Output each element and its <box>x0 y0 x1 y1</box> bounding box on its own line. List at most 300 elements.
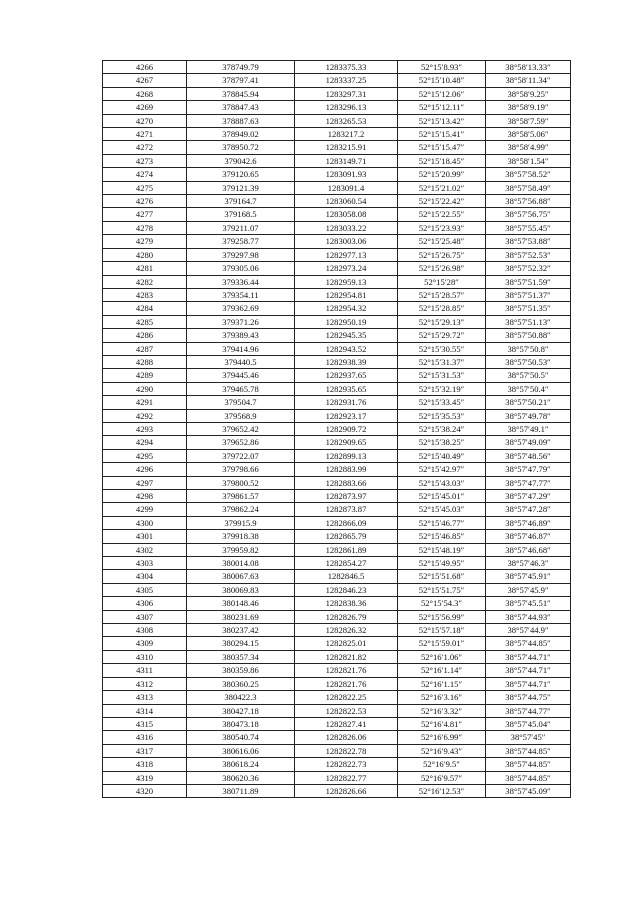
x-coordinate-cell: 378797.41 <box>187 74 295 87</box>
longitude-cell: 38°57′51.59″ <box>486 275 571 288</box>
latitude-cell: 52°16′3.16″ <box>398 691 486 704</box>
table-row <box>103 650 571 663</box>
y-coordinate-cell: 1282923.17 <box>295 409 398 422</box>
latitude-cell: 52°15′35.53″ <box>398 409 486 422</box>
x-coordinate-cell: 379305.06 <box>187 262 295 275</box>
x-coordinate-cell: 380148.46 <box>187 597 295 610</box>
latitude-cell: 52°15′15.47″ <box>398 141 486 154</box>
longitude-cell: 38°57′44.75″ <box>486 691 571 704</box>
y-coordinate-cell: 1282866.09 <box>295 516 398 529</box>
point-number-cell: 4266 <box>103 61 187 74</box>
point-number-cell: 4279 <box>103 235 187 248</box>
latitude-cell: 52°15′13.42″ <box>398 114 486 127</box>
longitude-cell: 38°57′46.87″ <box>486 530 571 543</box>
x-coordinate-cell: 380360.25 <box>187 677 295 690</box>
longitude-cell: 38°57′44.71″ <box>486 664 571 677</box>
x-coordinate-cell: 378887.63 <box>187 114 295 127</box>
table-row <box>103 784 571 797</box>
point-number-cell: 4280 <box>103 248 187 261</box>
table-row <box>103 516 571 529</box>
point-number-cell: 4299 <box>103 503 187 516</box>
table-row <box>103 369 571 382</box>
longitude-cell: 38°57′44.85″ <box>486 637 571 650</box>
table-row <box>103 557 571 570</box>
y-coordinate-cell: 1283149.71 <box>295 154 398 167</box>
y-coordinate-cell: 1283060.54 <box>295 195 398 208</box>
latitude-cell: 52°16′1.14″ <box>398 664 486 677</box>
latitude-cell: 52°15′45.03″ <box>398 503 486 516</box>
table-row <box>103 597 571 610</box>
table-row <box>103 382 571 395</box>
latitude-cell: 52°15′40.49″ <box>398 449 486 462</box>
y-coordinate-cell: 1282909.72 <box>295 422 398 435</box>
point-number-cell: 4287 <box>103 342 187 355</box>
latitude-cell: 52°15′59.01″ <box>398 637 486 650</box>
table-row <box>103 771 571 784</box>
x-coordinate-cell: 379354.11 <box>187 288 295 301</box>
y-coordinate-cell: 1283265.53 <box>295 114 398 127</box>
point-number-cell: 4290 <box>103 382 187 395</box>
longitude-cell: 38°57′49.1″ <box>486 422 571 435</box>
x-coordinate-cell: 379722.07 <box>187 449 295 462</box>
latitude-cell: 52°15′21.02″ <box>398 181 486 194</box>
x-coordinate-cell: 380620.36 <box>187 771 295 784</box>
latitude-cell: 52°16′1.15″ <box>398 677 486 690</box>
table-row <box>103 409 571 422</box>
x-coordinate-cell: 379389.43 <box>187 329 295 342</box>
longitude-cell: 38°57′47.79″ <box>486 463 571 476</box>
table-row <box>103 490 571 503</box>
latitude-cell: 52°16′1.06″ <box>398 650 486 663</box>
y-coordinate-cell: 1283091.4 <box>295 181 398 194</box>
table-row <box>103 422 571 435</box>
longitude-cell: 38°57′56.88″ <box>486 195 571 208</box>
x-coordinate-cell: 379042.6 <box>187 154 295 167</box>
latitude-cell: 52°15′46.85″ <box>398 530 486 543</box>
latitude-cell: 52°16′6.99″ <box>398 731 486 744</box>
point-number-cell: 4302 <box>103 543 187 556</box>
point-number-cell: 4315 <box>103 717 187 730</box>
latitude-cell: 52°15′30.55″ <box>398 342 486 355</box>
y-coordinate-cell: 1283296.13 <box>295 101 398 114</box>
x-coordinate-cell: 380422.3 <box>187 691 295 704</box>
longitude-cell: 38°57′51.13″ <box>486 315 571 328</box>
table-row <box>103 74 571 87</box>
x-coordinate-cell: 379440.5 <box>187 355 295 368</box>
longitude-cell: 38°57′50.5″ <box>486 369 571 382</box>
y-coordinate-cell: 1282954.81 <box>295 288 398 301</box>
point-number-cell: 4288 <box>103 355 187 368</box>
y-coordinate-cell: 1283375.33 <box>295 61 398 74</box>
point-number-cell: 4300 <box>103 516 187 529</box>
x-coordinate-cell: 379371.26 <box>187 315 295 328</box>
table-row <box>103 101 571 114</box>
x-coordinate-cell: 380231.69 <box>187 610 295 623</box>
coordinates-table-body <box>103 61 571 798</box>
y-coordinate-cell: 1282846.5 <box>295 570 398 583</box>
y-coordinate-cell: 1282959.13 <box>295 275 398 288</box>
latitude-cell: 52°15′10.48″ <box>398 74 486 87</box>
table-row <box>103 262 571 275</box>
y-coordinate-cell: 1282977.13 <box>295 248 398 261</box>
longitude-cell: 38°57′58.52″ <box>486 168 571 181</box>
y-coordinate-cell: 1283337.25 <box>295 74 398 87</box>
table-row <box>103 87 571 100</box>
x-coordinate-cell: 380069.83 <box>187 583 295 596</box>
table-row <box>103 168 571 181</box>
latitude-cell: 52°15′28.85″ <box>398 302 486 315</box>
point-number-cell: 4271 <box>103 128 187 141</box>
y-coordinate-cell: 1282822.73 <box>295 758 398 771</box>
point-number-cell: 4273 <box>103 154 187 167</box>
y-coordinate-cell: 1282950.19 <box>295 315 398 328</box>
y-coordinate-cell: 1282973.24 <box>295 262 398 275</box>
x-coordinate-cell: 379336.44 <box>187 275 295 288</box>
y-coordinate-cell: 1282826.79 <box>295 610 398 623</box>
latitude-cell: 52°15′22.55″ <box>398 208 486 221</box>
point-number-cell: 4305 <box>103 583 187 596</box>
point-number-cell: 4272 <box>103 141 187 154</box>
y-coordinate-cell: 1282822.78 <box>295 744 398 757</box>
latitude-cell: 52°15′22.42″ <box>398 195 486 208</box>
latitude-cell: 52°15′51.75″ <box>398 583 486 596</box>
longitude-cell: 38°57′53.88″ <box>486 235 571 248</box>
x-coordinate-cell: 380014.08 <box>187 557 295 570</box>
x-coordinate-cell: 379362.69 <box>187 302 295 315</box>
longitude-cell: 38°57′47.28″ <box>486 503 571 516</box>
y-coordinate-cell: 1282938.39 <box>295 355 398 368</box>
longitude-cell: 38°58′1.54″ <box>486 154 571 167</box>
point-number-cell: 4301 <box>103 530 187 543</box>
y-coordinate-cell: 1282873.87 <box>295 503 398 516</box>
latitude-cell: 52°15′32.19″ <box>398 382 486 395</box>
longitude-cell: 38°57′45.91″ <box>486 570 571 583</box>
x-coordinate-cell: 379168.5 <box>187 208 295 221</box>
latitude-cell: 52°15′23.93″ <box>398 221 486 234</box>
y-coordinate-cell: 1282937.65 <box>295 369 398 382</box>
x-coordinate-cell: 379915.9 <box>187 516 295 529</box>
longitude-cell: 38°57′44.71″ <box>486 677 571 690</box>
point-number-cell: 4269 <box>103 101 187 114</box>
latitude-cell: 52°15′57.18″ <box>398 624 486 637</box>
longitude-cell: 38°57′50.8″ <box>486 342 571 355</box>
y-coordinate-cell: 1282826.32 <box>295 624 398 637</box>
table-row <box>103 128 571 141</box>
x-coordinate-cell: 379800.52 <box>187 476 295 489</box>
longitude-cell: 38°57′44.9″ <box>486 624 571 637</box>
latitude-cell: 52°15′38.25″ <box>398 436 486 449</box>
longitude-cell: 38°57′56.75″ <box>486 208 571 221</box>
y-coordinate-cell: 1283003.06 <box>295 235 398 248</box>
longitude-cell: 38°57′47.77″ <box>486 476 571 489</box>
x-coordinate-cell: 379445.46 <box>187 369 295 382</box>
table-row <box>103 195 571 208</box>
latitude-cell: 52°15′51.68″ <box>398 570 486 583</box>
table-row <box>103 235 571 248</box>
table-row <box>103 436 571 449</box>
table-row <box>103 664 571 677</box>
point-number-cell: 4314 <box>103 704 187 717</box>
point-number-cell: 4297 <box>103 476 187 489</box>
y-coordinate-cell: 1282826.06 <box>295 731 398 744</box>
longitude-cell: 38°57′45.51″ <box>486 597 571 610</box>
y-coordinate-cell: 1283215.91 <box>295 141 398 154</box>
x-coordinate-cell: 378950.72 <box>187 141 295 154</box>
x-coordinate-cell: 380618.24 <box>187 758 295 771</box>
point-number-cell: 4316 <box>103 731 187 744</box>
latitude-cell: 52°15′31.53″ <box>398 369 486 382</box>
longitude-cell: 38°57′48.56″ <box>486 449 571 462</box>
point-number-cell: 4319 <box>103 771 187 784</box>
longitude-cell: 38°57′52.53″ <box>486 248 571 261</box>
table-row <box>103 691 571 704</box>
y-coordinate-cell: 1282822.77 <box>295 771 398 784</box>
table-row <box>103 530 571 543</box>
x-coordinate-cell: 379798.66 <box>187 463 295 476</box>
x-coordinate-cell: 379211.07 <box>187 221 295 234</box>
latitude-cell: 52°15′54.3″ <box>398 597 486 610</box>
x-coordinate-cell: 379918.38 <box>187 530 295 543</box>
y-coordinate-cell: 1282822.25 <box>295 691 398 704</box>
longitude-cell: 38°58′9.25″ <box>486 87 571 100</box>
y-coordinate-cell: 1282822.53 <box>295 704 398 717</box>
longitude-cell: 38°57′44.85″ <box>486 744 571 757</box>
y-coordinate-cell: 1282899.13 <box>295 449 398 462</box>
x-coordinate-cell: 379959.82 <box>187 543 295 556</box>
point-number-cell: 4285 <box>103 315 187 328</box>
y-coordinate-cell: 1282873.97 <box>295 490 398 503</box>
point-number-cell: 4308 <box>103 624 187 637</box>
x-coordinate-cell: 379258.77 <box>187 235 295 248</box>
latitude-cell: 52°15′26.98″ <box>398 262 486 275</box>
latitude-cell: 52°15′15.41″ <box>398 128 486 141</box>
table-row <box>103 141 571 154</box>
y-coordinate-cell: 1282909.65 <box>295 436 398 449</box>
latitude-cell: 52°16′9.57″ <box>398 771 486 784</box>
table-row <box>103 355 571 368</box>
x-coordinate-cell: 378749.79 <box>187 61 295 74</box>
x-coordinate-cell: 379568.9 <box>187 409 295 422</box>
longitude-cell: 38°58′7.59″ <box>486 114 571 127</box>
point-number-cell: 4284 <box>103 302 187 315</box>
y-coordinate-cell: 1282945.35 <box>295 329 398 342</box>
longitude-cell: 38°57′50.88″ <box>486 329 571 342</box>
point-number-cell: 4313 <box>103 691 187 704</box>
x-coordinate-cell: 378847.43 <box>187 101 295 114</box>
table-row <box>103 610 571 623</box>
x-coordinate-cell: 379861.57 <box>187 490 295 503</box>
latitude-cell: 52°15′18.45″ <box>398 154 486 167</box>
latitude-cell: 52°15′31.37″ <box>398 355 486 368</box>
table-row <box>103 114 571 127</box>
latitude-cell: 52°15′48.19″ <box>398 543 486 556</box>
latitude-cell: 52°15′26.75″ <box>398 248 486 261</box>
point-number-cell: 4298 <box>103 490 187 503</box>
y-coordinate-cell: 1282865.79 <box>295 530 398 543</box>
table-row <box>103 543 571 556</box>
table-row <box>103 704 571 717</box>
point-number-cell: 4296 <box>103 463 187 476</box>
x-coordinate-cell: 380540.74 <box>187 731 295 744</box>
table-row <box>103 677 571 690</box>
point-number-cell: 4278 <box>103 221 187 234</box>
x-coordinate-cell: 380359.86 <box>187 664 295 677</box>
longitude-cell: 38°57′49.09″ <box>486 436 571 449</box>
y-coordinate-cell: 1282821.76 <box>295 677 398 690</box>
point-number-cell: 4270 <box>103 114 187 127</box>
point-number-cell: 4268 <box>103 87 187 100</box>
y-coordinate-cell: 1283297.31 <box>295 87 398 100</box>
point-number-cell: 4293 <box>103 422 187 435</box>
point-number-cell: 4291 <box>103 396 187 409</box>
point-number-cell: 4274 <box>103 168 187 181</box>
y-coordinate-cell: 1282883.66 <box>295 476 398 489</box>
latitude-cell: 52°15′29.13″ <box>398 315 486 328</box>
point-number-cell: 4294 <box>103 436 187 449</box>
x-coordinate-cell: 379297.98 <box>187 248 295 261</box>
x-coordinate-cell: 380294.15 <box>187 637 295 650</box>
latitude-cell: 52°15′12.11″ <box>398 101 486 114</box>
y-coordinate-cell: 1283091.93 <box>295 168 398 181</box>
x-coordinate-cell: 379504.7 <box>187 396 295 409</box>
longitude-cell: 38°57′45.09″ <box>486 784 571 797</box>
table-row <box>103 329 571 342</box>
y-coordinate-cell: 1282821.76 <box>295 664 398 677</box>
table-row <box>103 476 571 489</box>
x-coordinate-cell: 379652.42 <box>187 422 295 435</box>
point-number-cell: 4309 <box>103 637 187 650</box>
table-row <box>103 154 571 167</box>
longitude-cell: 38°57′44.85″ <box>486 758 571 771</box>
point-number-cell: 4310 <box>103 650 187 663</box>
latitude-cell: 52°15′33.45″ <box>398 396 486 409</box>
point-number-cell: 4277 <box>103 208 187 221</box>
latitude-cell: 52°15′43.03″ <box>398 476 486 489</box>
longitude-cell: 38°57′44.71″ <box>486 650 571 663</box>
y-coordinate-cell: 1282883.99 <box>295 463 398 476</box>
point-number-cell: 4318 <box>103 758 187 771</box>
x-coordinate-cell: 378845.94 <box>187 87 295 100</box>
point-number-cell: 4317 <box>103 744 187 757</box>
y-coordinate-cell: 1283033.22 <box>295 221 398 234</box>
point-number-cell: 4320 <box>103 784 187 797</box>
table-row <box>103 758 571 771</box>
x-coordinate-cell: 378949.02 <box>187 128 295 141</box>
y-coordinate-cell: 1282943.52 <box>295 342 398 355</box>
x-coordinate-cell: 380711.89 <box>187 784 295 797</box>
table-row <box>103 275 571 288</box>
table-row <box>103 302 571 315</box>
table-row <box>103 221 571 234</box>
longitude-cell: 38°57′44.93″ <box>486 610 571 623</box>
table-row <box>103 731 571 744</box>
longitude-cell: 38°57′45″ <box>486 731 571 744</box>
longitude-cell: 38°57′51.35″ <box>486 302 571 315</box>
y-coordinate-cell: 1282838.36 <box>295 597 398 610</box>
point-number-cell: 4276 <box>103 195 187 208</box>
point-number-cell: 4267 <box>103 74 187 87</box>
latitude-cell: 52°15′28.57″ <box>398 288 486 301</box>
point-number-cell: 4311 <box>103 664 187 677</box>
y-coordinate-cell: 1282931.76 <box>295 396 398 409</box>
latitude-cell: 52°15′46.77″ <box>398 516 486 529</box>
x-coordinate-cell: 379121.39 <box>187 181 295 194</box>
table-row <box>103 396 571 409</box>
table-row <box>103 744 571 757</box>
longitude-cell: 38°57′44.77″ <box>486 704 571 717</box>
table-row <box>103 181 571 194</box>
latitude-cell: 52°15′56.99″ <box>398 610 486 623</box>
table-row <box>103 463 571 476</box>
table-row <box>103 342 571 355</box>
longitude-cell: 38°58′11.34″ <box>486 74 571 87</box>
table-row <box>103 315 571 328</box>
x-coordinate-cell: 380473.18 <box>187 717 295 730</box>
x-coordinate-cell: 380237.42 <box>187 624 295 637</box>
longitude-cell: 38°58′13.33″ <box>486 61 571 74</box>
latitude-cell: 52°15′29.72″ <box>398 329 486 342</box>
coordinates-table <box>102 60 571 798</box>
longitude-cell: 38°57′45.04″ <box>486 717 571 730</box>
latitude-cell: 52°16′3.32″ <box>398 704 486 717</box>
table-row <box>103 208 571 221</box>
point-number-cell: 4286 <box>103 329 187 342</box>
point-number-cell: 4307 <box>103 610 187 623</box>
y-coordinate-cell: 1282826.66 <box>295 784 398 797</box>
y-coordinate-cell: 1283058.08 <box>295 208 398 221</box>
latitude-cell: 52°15′8.93″ <box>398 61 486 74</box>
point-number-cell: 4312 <box>103 677 187 690</box>
latitude-cell: 52°16′9.5″ <box>398 758 486 771</box>
table-row <box>103 449 571 462</box>
longitude-cell: 38°57′47.29″ <box>486 490 571 503</box>
y-coordinate-cell: 1282935.65 <box>295 382 398 395</box>
latitude-cell: 52°15′28″ <box>398 275 486 288</box>
x-coordinate-cell: 379465.78 <box>187 382 295 395</box>
table-row <box>103 717 571 730</box>
point-number-cell: 4306 <box>103 597 187 610</box>
x-coordinate-cell: 379164.7 <box>187 195 295 208</box>
longitude-cell: 38°57′55.45″ <box>486 221 571 234</box>
latitude-cell: 52°15′20.99″ <box>398 168 486 181</box>
longitude-cell: 38°57′44.85″ <box>486 771 571 784</box>
point-number-cell: 4289 <box>103 369 187 382</box>
x-coordinate-cell: 379414.96 <box>187 342 295 355</box>
latitude-cell: 52°16′4.81″ <box>398 717 486 730</box>
y-coordinate-cell: 1282827.41 <box>295 717 398 730</box>
point-number-cell: 4292 <box>103 409 187 422</box>
longitude-cell: 38°57′46.68″ <box>486 543 571 556</box>
point-number-cell: 4304 <box>103 570 187 583</box>
point-number-cell: 4303 <box>103 557 187 570</box>
latitude-cell: 52°15′38.24″ <box>398 422 486 435</box>
latitude-cell: 52°15′42.97″ <box>398 463 486 476</box>
point-number-cell: 4281 <box>103 262 187 275</box>
table-row <box>103 288 571 301</box>
table-row <box>103 624 571 637</box>
table-row <box>103 248 571 261</box>
longitude-cell: 38°58′5.06″ <box>486 128 571 141</box>
x-coordinate-cell: 380427.18 <box>187 704 295 717</box>
longitude-cell: 38°57′51.37″ <box>486 288 571 301</box>
latitude-cell: 52°15′25.48″ <box>398 235 486 248</box>
latitude-cell: 52°15′45.01″ <box>398 490 486 503</box>
point-number-cell: 4282 <box>103 275 187 288</box>
longitude-cell: 38°57′49.78″ <box>486 409 571 422</box>
longitude-cell: 38°57′46.3″ <box>486 557 571 570</box>
longitude-cell: 38°58′9.19″ <box>486 101 571 114</box>
y-coordinate-cell: 1282854.27 <box>295 557 398 570</box>
